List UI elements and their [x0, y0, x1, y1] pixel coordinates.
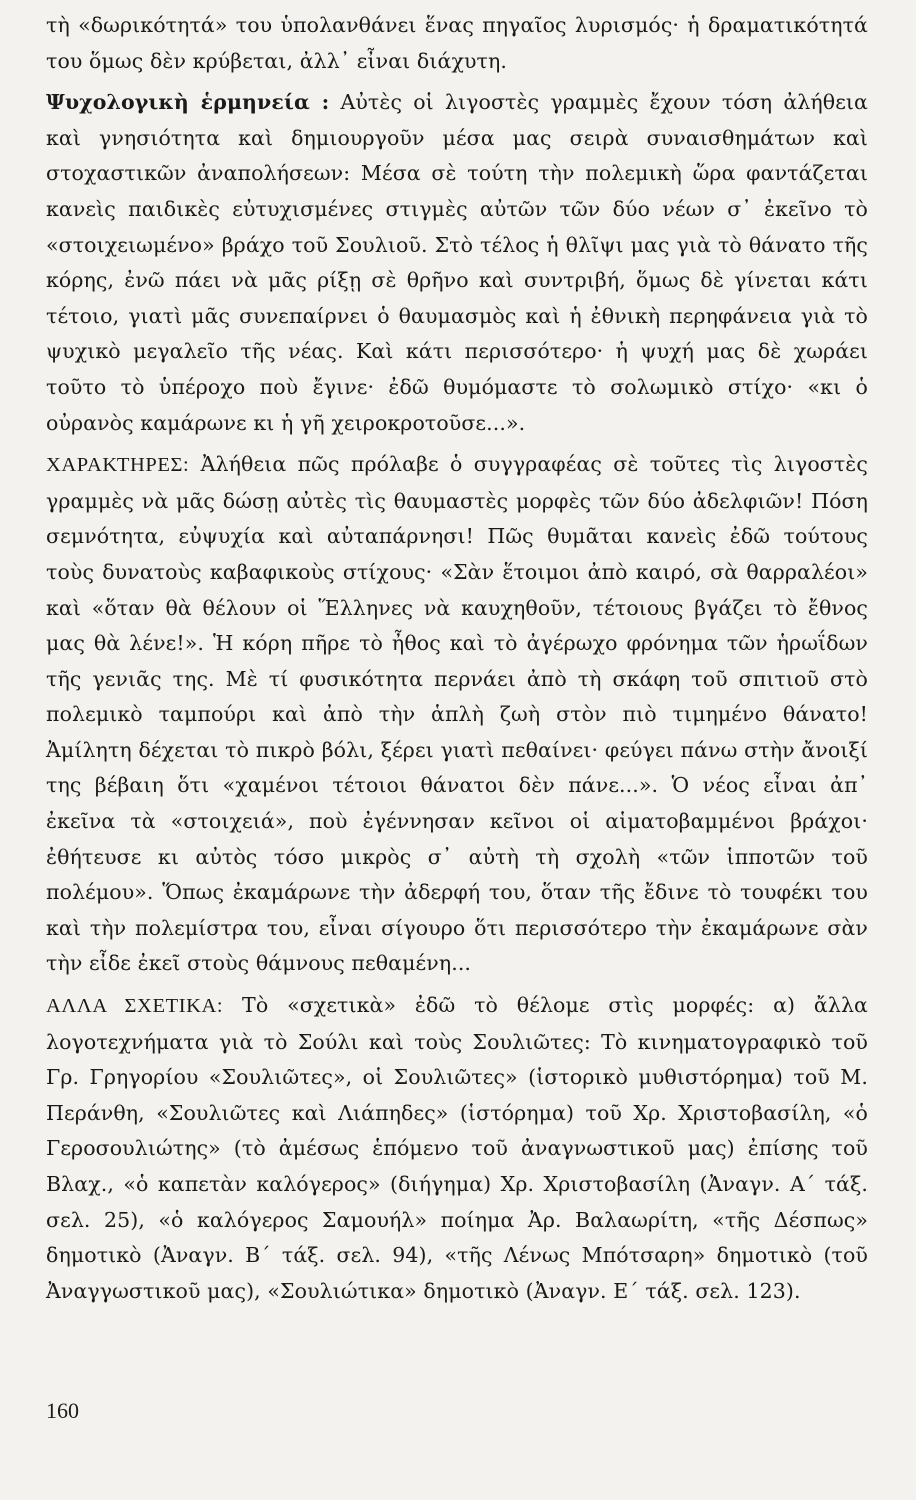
characters-text: Ἀλήθεια πῶς πρόλαβε ὁ συγγραφέας σὲ τοῦτες τὶς λιγοστὲς γραμμὲς νὰ μᾶς δώσῃ αὐτὲς τὶς θαυμαστὲς μορφὲς τῶν δύο ἀδελφιῶν! Πόση σεμνότητα, εὐψυχία καὶ αὐταπάρνησι! Πῶς θυμᾶται κανεὶς ἐδῶ τούτους τοὺς δυνατοὺς καβαφικοὺς στίχους· «Σὰν ἕτοιμοι ἀπὸ καιρό, σὰ θαρραλέοι» καὶ «ὅταν θὰ θέλουν οἱ Ἕλληνες νὰ καυχηθοῦν, τέτοιους βγάζει τὸ ἔθνος μας θὰ λένε!». Ἡ κόρη πῆρε τὸ ἦθος καὶ τὸ ἀγέρωχο φρόνημα τῶν ἡρωΐδων τῆς γενιᾶς της. Μὲ τί φυσικότητα περνάει ἀπὸ τὴ σκάφη τοῦ σπιτιοῦ στὸ πολεμικὸ ταμπούρι καὶ ἀπὸ τὴν ἁπλὴ ζωὴ στὸν πιὸ τιμημένο θάνατο! Ἀμίλητη δέχεται τὸ πικρὸ βόλι, ξέρει γιατὶ πεθαίνει· φεύγει πάνω στὴν ἄνοιξί της βέβαιη ὅτι «χαμένοι τέτοιοι θάνατοι δὲν πάνε...». Ὁ νέος εἶναι ἀπ᾿ ἐκεῖνα τὰ «στοιχειά», ποὺ ἐγέννησαν κεῖνοι οἱ αἱματοβαμμένοι βράχοι· ἐθήτευσε κι αὐτὸς τόσο μικρὸς σ᾿ αὐτὴ τὴ σχολὴ «τῶν ἱπποτῶν τοῦ πολέμου». Ὅπως ἐκαμάρωνε τὴν ἀδερφή του, ὅταν τῆς ἔδινε τὸ τουφέκι του καὶ τὴν πολεμίστρα του, εἶναι σίγουρο ὅτι περισσότερο τὴν ἐκαμάρωνε σὰν τὴν εἶδε ἐκεῖ στοὺς θάμνους πεθαμένη... — [46, 452, 868, 976]
page-number: 160 — [46, 1398, 79, 1423]
psychological-interpretation-text: Αὐτὲς οἱ λιγοστὲς γραμμὲς ἔχουν τόση ἀλήθεια καὶ γνησιότητα καὶ δημιουργοῦν μέσα μας σειρὰ συναισθημάτων καὶ στοχαστικῶν ἀναπολήσεων: Μέσα σὲ τούτη τὴν πολεμικὴ ὥρα φαντάζεται κανεὶς παιδικὲς εὐτυχισμένες στιγμὲς αὐτῶν τῶν δύο νέων σ᾿ ἐκεῖνο τὸ «στοιχειωμένο» βράχο τοῦ Σουλιοῦ. Στὸ τέλος ἡ θλῖψι μας γιὰ τὸ θάνατο τῆς κόρης, ἐνῶ πάει νὰ μᾶς ρίξῃ σὲ θρῆνο καὶ συντριβή, ὅμως δὲ γίνεται κάτι τέτοιο, γιατὶ μᾶς συνεπαίρνει ὁ θαυμασμὸς καὶ ἡ ἐθνικὴ περηφάνεια γιὰ τὸ ψυχικὸ μεγαλεῖο τῆς νέας. Καὶ κάτι περισσότερο· ἡ ψυχή μας δὲ χωράει τοῦτο τὸ ὑπέροχο ποὺ ἔγινε· ἐδῶ θυμόμαστε τὸ σολωμικὸ στίχο· «κι ὁ οὐρανὸς καμάρωνε κι ἡ γῆ χειροκροτοῦσε...». — [46, 90, 868, 435]
intro-text: τὴ «δωρικότητά» του ὑπολανθάνει ἕνας πηγαῖος λυρισμός· ἡ δραματικότητά του ὅμως δὲν κρύβεται, ἀλλ᾿ εἶναι διάχυτη. — [46, 13, 868, 73]
psychological-interpretation-paragraph — [46, 85, 868, 441]
related-works-paragraph — [46, 988, 868, 1309]
related-works-text: Τὸ «σχετικὰ» ἐδῶ τὸ θέλομε στὶς μορφές: α) ἄλλα λογοτεχνήματα γιὰ τὸ Σούλι καὶ τοὺς Σουλιῶτες: Τὸ κινηματογραφικὸ τοῦ Γρ. Γρηγορίου «Σουλιῶτες», οἱ Σουλιῶτες» (ἱστορικὸ μυθιστόρημα) τοῦ Μ. Περάνθη, «Σουλιῶτες καὶ Λιάπηδες» (ἱστόρημα) τοῦ Χρ. Χριστοβασίλη, «ὁ Γεροσουλιώτης» (τὸ ἀμέσως ἑπόμενο τοῦ ἀναγνωστικοῦ μας) ἐπίσης τοῦ Βλαχ., «ὁ καπετὰν καλόγερος» (διήγημα) Χρ. Χριστοβασίλη (Ἀναγν. Α΄ τάξ. σελ. 25), «ὁ καλόγερος Σαμουήλ» ποίημα Ἀρ. Βαλαωρίτη, «τῆς Δέσπως» δημοτικὸ (Ἀναγν. Β΄ τάξ. σελ. 94), «τῆς Λένως Μπότσαρη» δημοτικὸ (τοῦ Ἀναγγωστικοῦ μας), «Σουλιώτικα» δημοτικὸ (Ἀναγν. Ε΄ τάξ. σελ. 123). — [46, 993, 868, 1303]
psychological-interpretation-heading: Ψυχολογικὴ ἑρμηνεία : — [46, 90, 330, 115]
characters-paragraph — [46, 447, 868, 982]
related-works-heading: ΑΛΛΑ ΣΧΕΤΙΚΑ: — [46, 995, 224, 1018]
characters-heading: ΧΑΡΑΚΤΗΡΕΣ: — [46, 454, 190, 477]
intro-paragraph — [46, 8, 868, 79]
